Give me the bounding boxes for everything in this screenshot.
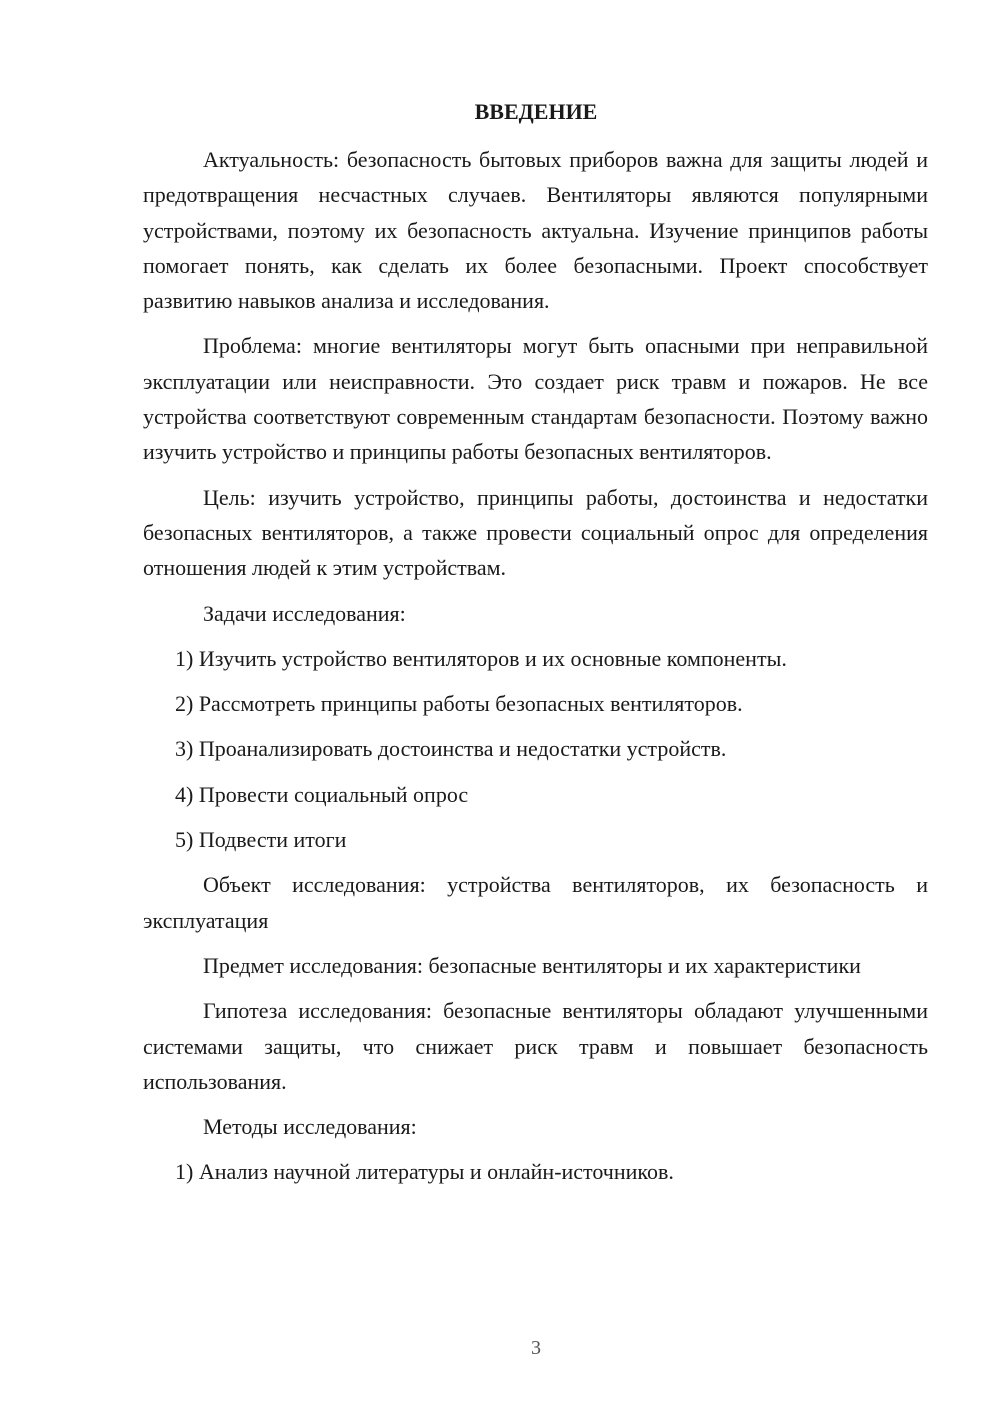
paragraph-problem: Проблема: многие вентиляторы могут быть опасными при неправильной эксплуатации или неисправности. Это создает риск травм и пожаров. Не все устройства соответствуют современным стандартам безопасности. Поэтому важно изучить устройство и принципы работы безопасных вентиляторов. [143, 333, 928, 465]
paragraph-subject: Предмет исследования: безопасные вентиляторы и их характеристики [203, 952, 861, 978]
method-item-1: 1) Анализ научной литературы и онлайн-источников. [175, 1159, 674, 1185]
task-item-1: 1) Изучить устройство вентиляторов и их основные компоненты. [175, 645, 787, 671]
methods-heading: Методы исследования: [203, 1114, 417, 1140]
paragraph-relevance: Актуальность: безопасность бытовых приборов важна для защиты людей и предотвращения несчастных случаев. Вентиляторы являются популярными устройствами, поэтому их безопасность актуальна. Изучение принципов работы помогает понять, как сделать их более безопасными. Проект способствует развитию навыков анализа и исследования. [143, 147, 928, 314]
tasks-heading: Задачи исследования: [203, 600, 406, 626]
task-item-3: 3) Проанализировать достоинства и недостатки устройств. [175, 736, 727, 762]
paragraph-object: Объект исследования: устройства вентиляторов, их безопасность и эксплуатация [143, 872, 928, 933]
paragraph-goal: Цель: изучить устройство, принципы работы, достоинства и недостатки безопасных вентиляторов, а также провести социальный опрос для определения отношения людей к этим устройствам. [143, 484, 928, 581]
task-item-2: 2) Рассмотреть принципы работы безопасных вентиляторов. [175, 691, 743, 717]
paragraph-hypothesis: Гипотеза исследования: безопасные вентиляторы обладают улучшенными системами защиты, что снижает риск травм и повышает безопасность использования. [143, 998, 928, 1094]
page-number: 3 [531, 1337, 541, 1359]
section-title: ВВЕДЕНИЕ [474, 99, 598, 124]
task-item-4: 4) Провести социальный опрос [175, 781, 469, 807]
document-body [143, 142, 928, 1200]
task-item-5: 5) Подвести итоги [175, 827, 347, 853]
